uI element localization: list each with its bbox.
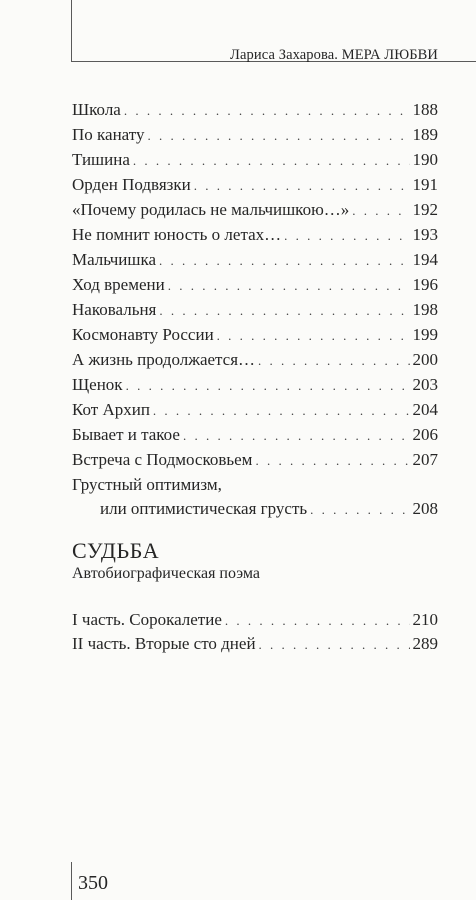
toc-entry[interactable] [72, 632, 438, 656]
toc-entry-title: Тишина [72, 150, 130, 169]
toc-entry-page: 206 [412, 425, 438, 444]
toc-entry-title: Бывает и такое [72, 425, 180, 444]
dot-leader [217, 324, 410, 348]
folio-rule [71, 862, 72, 900]
toc-entry-title: II часть. Вторые сто дней [72, 634, 256, 653]
toc-entry-title: Орден Подвязки [72, 175, 191, 194]
section-title: СУДЬБА [72, 538, 160, 563]
toc-entry-page: 204 [412, 400, 438, 419]
dot-leader [124, 99, 410, 123]
dot-leader [133, 149, 410, 173]
dot-leader [168, 274, 410, 298]
header-rule-vertical [71, 0, 72, 61]
toc-entry-title: Мальчишка [72, 250, 157, 269]
toc-entry-page: 190 [412, 150, 438, 169]
dot-leader [183, 424, 410, 448]
toc-entry-page: 198 [412, 300, 438, 319]
toc-entry-page: 196 [412, 275, 438, 294]
toc-entry-page: 194 [412, 250, 438, 269]
toc-entry-page: 192 [412, 200, 438, 219]
toc-entry[interactable] [72, 423, 438, 447]
dot-leader [159, 299, 409, 323]
toc-entry[interactable] [72, 608, 438, 632]
toc-entry-title: «Почему родилась не мальчишкою…» [72, 200, 350, 219]
toc-entry-page: 207 [412, 450, 438, 469]
toc-entry[interactable] [72, 148, 438, 172]
dot-leader [352, 199, 409, 223]
toc-entry[interactable] [100, 497, 438, 521]
toc-entry-title: или оптимистическая грусть [100, 499, 308, 518]
dot-leader [153, 399, 410, 423]
toc-entry-title: Школа [72, 100, 121, 119]
toc-entry-title: Кот Архип [72, 400, 150, 419]
toc-entry-page: 193 [412, 225, 438, 244]
toc-entry-page: 203 [412, 375, 438, 394]
dot-leader [194, 174, 410, 198]
toc-entry[interactable] [72, 273, 438, 297]
running-head: Лариса Захарова. МЕРА ЛЮБВИ [230, 47, 438, 63]
toc-entry-page: 199 [412, 325, 438, 344]
toc-entry-title: Щенок [72, 375, 123, 394]
toc-entry-page: 208 [412, 499, 438, 518]
toc-entry-title: По канату [72, 125, 145, 144]
section-subtitle: Автобиографическая поэма [72, 565, 261, 582]
toc-entry[interactable] [72, 323, 438, 347]
toc-entry[interactable] [72, 448, 438, 472]
dot-leader [225, 609, 410, 633]
toc-entry[interactable] [72, 223, 438, 247]
toc-entry-page: 200 [412, 350, 438, 369]
toc-entry-page: 191 [412, 175, 438, 194]
dot-leader [126, 374, 410, 398]
toc-entry[interactable] [72, 123, 438, 147]
toc-entry-title: Наковальня [72, 300, 157, 319]
toc-entry[interactable] [72, 198, 438, 222]
dot-leader [258, 349, 409, 373]
toc-entry-title: I часть. Сорокалетие [72, 610, 222, 629]
toc-entry-title: Не помнит юность о летах… [72, 225, 282, 244]
toc-entry-title: Встреча с Подмосковьем [72, 450, 253, 469]
dot-leader [284, 224, 409, 248]
toc-entry-title: Ход времени [72, 275, 165, 294]
toc-entry[interactable] [72, 373, 438, 397]
dot-leader [310, 498, 409, 522]
toc-entry-page: 289 [412, 634, 438, 653]
toc-entry[interactable] [72, 98, 438, 122]
toc-entry-page: 188 [412, 100, 438, 119]
toc-entry[interactable] [72, 298, 438, 322]
toc-entry-first-line[interactable]: Грустный оптимизм, [72, 475, 222, 494]
toc-entry-title: А жизнь продолжается… [72, 350, 256, 369]
toc-entry[interactable] [72, 348, 438, 372]
dot-leader [259, 633, 410, 657]
dot-leader [147, 124, 409, 148]
toc-entry[interactable] [72, 398, 438, 422]
dot-leader [255, 449, 409, 473]
toc-entry-title: Космонавту России [72, 325, 214, 344]
toc-entry-page: 189 [412, 125, 438, 144]
page-number: 350 [78, 872, 108, 894]
toc-entry-page: 210 [412, 610, 438, 629]
dot-leader [159, 249, 409, 273]
toc-entry[interactable] [72, 173, 438, 197]
toc-entry[interactable] [72, 248, 438, 272]
